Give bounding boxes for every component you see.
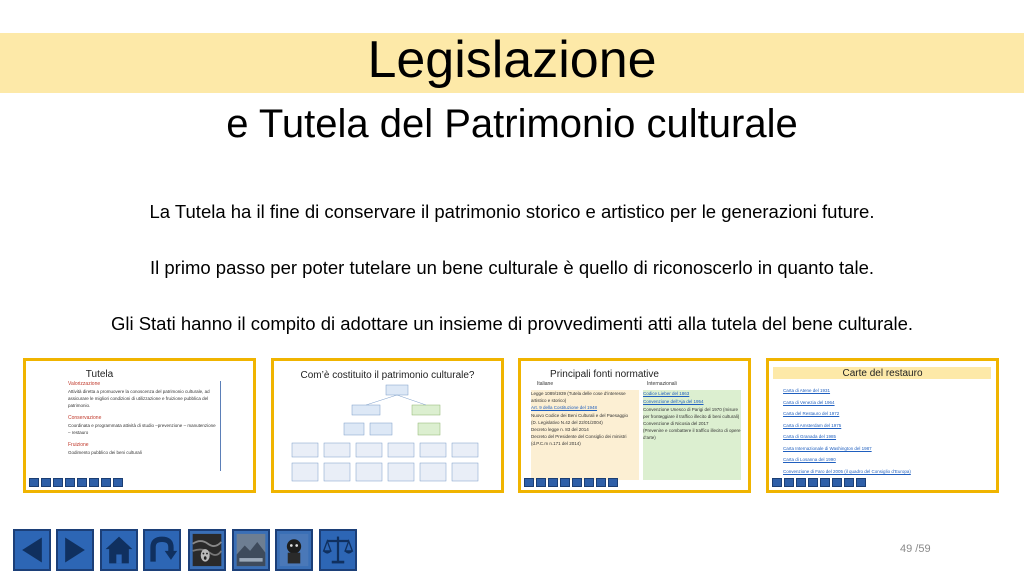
list-item: Convenzione Unesco di Parigi del 1970 (misure per fronteggiare il traffico illecito di beni culturali) — [643, 407, 740, 419]
thumbnail-title: Principali fonti normative — [550, 369, 659, 380]
forward-button[interactable] — [56, 529, 94, 571]
thumbnail-content — [68, 381, 218, 456]
list-item: (Prevenire e combattere il traffico illecito di opere d’arte) — [643, 428, 741, 440]
column-heading-internazionali: Internazionali — [647, 381, 677, 387]
section-text: Coordinata e programmata attività di studio –prevenzione – manutenzione – restauro — [68, 423, 216, 435]
column-heading-italiane: Italiane — [537, 381, 554, 387]
page-number: 49 /59 — [900, 543, 931, 555]
thumbnail-fonti-normative[interactable] — [518, 358, 751, 493]
section-text: Attività diretta a promuovere la conoscenza del patrimonio culturale, ad assicurare le migliori condizioni di utilizzazione e fruizione pubblica del patrimonio. — [68, 389, 210, 408]
legislation-button[interactable] — [319, 529, 357, 571]
thumbnail-title: Com’è costituito il patrimonio culturale? — [300, 370, 475, 381]
list-item[interactable]: Carta di Atene del 1931 — [783, 388, 831, 393]
list-item[interactable]: Carta di Granada del 1985 — [783, 434, 837, 439]
slide-subtitle: e Tutela del Patrimonio culturale — [226, 102, 798, 146]
thumbnail-nav-bar — [29, 478, 123, 487]
scream-painting-icon — [190, 531, 224, 569]
museum-artwork-icon — [277, 531, 311, 569]
thumbnail-patrimonio-structure[interactable] — [271, 358, 504, 493]
section-heading: Fruizione — [68, 442, 89, 448]
landscape-painting-icon — [234, 531, 268, 569]
list-item: (D. Legislativo N.42 del 22/01/2004) — [531, 420, 603, 425]
list-item: Decreto legge n. 83 del 2014 — [531, 427, 589, 432]
section-text: Godimento pubblico dei beni culturali — [68, 450, 142, 455]
home-button[interactable] — [100, 529, 138, 571]
list-item[interactable]: Carta di Venezia del 1964 — [783, 399, 835, 405]
section-heading: Conservazione — [68, 415, 102, 421]
paragraph-recognition: Il primo passo per poter tutelare un bene culturale è quello di riconoscerlo in quanto tale. — [150, 257, 874, 278]
list-item[interactable]: Codice Lieber del 1863 — [643, 391, 690, 396]
thumbnail-tutela[interactable] — [23, 358, 256, 493]
list-item: Convenzione di Nicosia del 2017 — [643, 421, 709, 426]
list-item[interactable]: Carta di Losanna del 1990 — [783, 457, 836, 462]
column-italiane — [531, 390, 639, 480]
return-icon — [145, 531, 179, 569]
paragraph-states-duty: Gli Stati hanno il compito di adottare un insieme di provvedimenti atti alla tutela del bene culturale. — [110, 313, 914, 334]
list-item[interactable]: Convenzione dell’Aja del 1954 — [643, 399, 704, 404]
thumbnail-nav-bar — [772, 478, 866, 487]
thumbnail-title: Carte del restauro — [842, 368, 923, 379]
home-icon — [102, 531, 136, 569]
list-item[interactable]: Carta di Amsterdam del 1975 — [783, 422, 842, 428]
back-button[interactable] — [13, 529, 51, 571]
list-item[interactable]: Art. 9 della Costituzione del 1948 — [531, 405, 598, 410]
list-item[interactable]: Carta Internazionale di Washington del 1987 — [783, 445, 872, 451]
list-item[interactable]: Convenzione di Faro del 2005 (il quadro del Consiglio d’Europa) — [783, 468, 911, 474]
list-item: Nuovo Codice dei Beni Culturali e del Paesaggio — [531, 413, 629, 418]
museum-artwork-button[interactable] — [275, 529, 313, 571]
list-item: Decreto del Presidente del Consiglio dei ministri (d.P.C.m n.171 del 2014) — [531, 434, 627, 446]
list-item: Legge 1089/1939 (Tutela delle cose d’interesse artistico e storico) — [531, 391, 626, 403]
divider-line — [220, 381, 221, 471]
scream-painting-button[interactable] — [188, 529, 226, 571]
column-internazionali — [643, 390, 741, 480]
forward-icon — [58, 531, 92, 569]
thumbnail-carte-restauro[interactable] — [766, 358, 999, 493]
paragraph-tutela-purpose: La Tutela ha il fine di conservare il patrimonio storico e artistico per le generazioni future. — [149, 201, 875, 222]
slide-title: Legislazione — [367, 31, 657, 89]
landscape-painting-button[interactable] — [232, 529, 270, 571]
return-button[interactable] — [143, 529, 181, 571]
thumbnail-nav-bar — [524, 478, 618, 487]
section-heading: Valorizzazione — [68, 381, 101, 387]
thumbnail-link-list — [783, 385, 983, 477]
back-icon — [15, 531, 49, 569]
org-chart-diagram — [284, 383, 492, 483]
list-item[interactable]: Carta del Restauro del 1972 — [783, 411, 840, 416]
thumbnail-title: Tutela — [85, 369, 114, 380]
scales-of-justice-icon — [321, 531, 355, 569]
